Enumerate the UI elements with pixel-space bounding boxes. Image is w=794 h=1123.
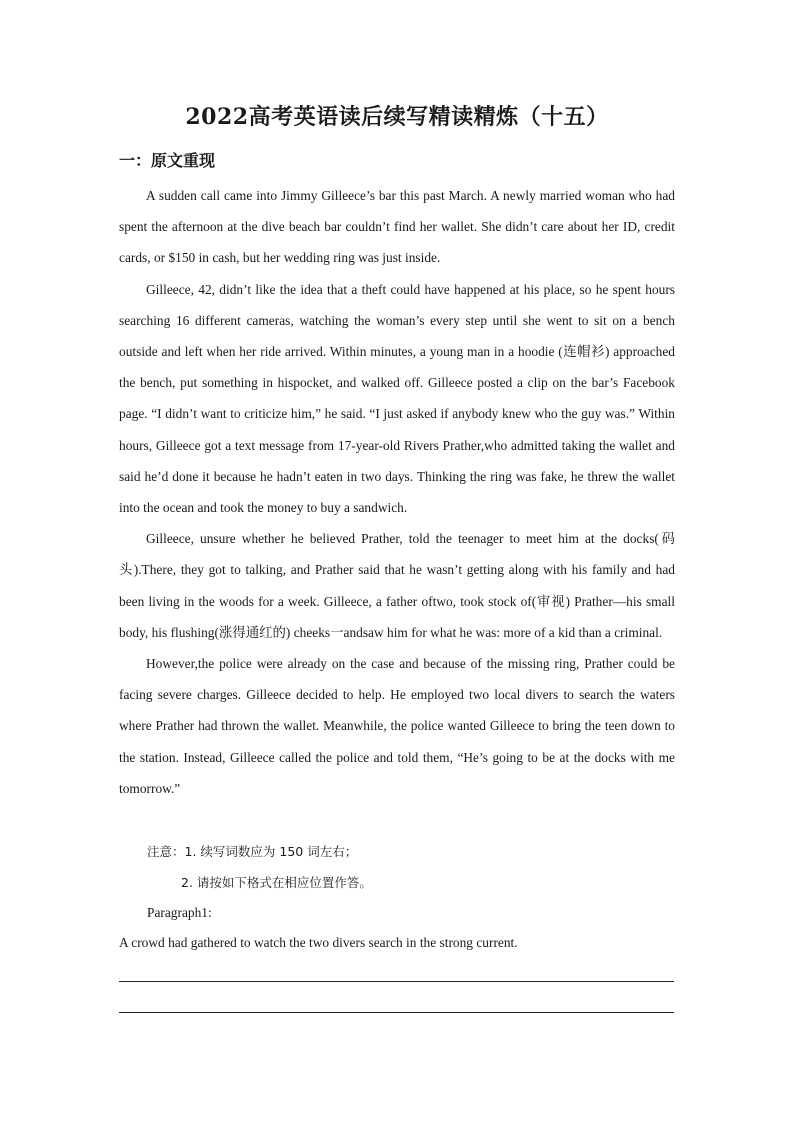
section-heading: 一：原文重现: [119, 151, 216, 170]
original-text: [119, 180, 675, 804]
paragraph: Gilleece, unsure whether he believed Prather, told the teenager to meet him at the docks(码头).There, they got to talking, and Prather said that he wasn’t getting along with his family and had been living in the woods for a week. Gilleece, a father oftwo, took stock of(审视) Prather—his small body, his flushing(涨得通红的) cheeks一andsaw him for what he was: more of a kid than a criminal.: [119, 531, 675, 640]
starting-sentence: A crowd had gathered to watch the two divers search in the strong current.: [119, 935, 518, 950]
paragraph: However,the police were already on the case and because of the missing ring, Prather could be facing severe charges. Gilleece decided to help. He employed two local divers to search the waters where Prather had thrown the wallet. Meanwhile, the police wanted Gilleece to bring the teen down to the station. Instead, Gilleece called the police and told them, “He’s going to be at the docks with me tomorrow.”: [119, 656, 675, 796]
answer-line: [119, 981, 674, 982]
answer-line: [119, 1012, 674, 1013]
paragraph: A sudden call came into Jimmy Gilleece’s bar this past March. A newly married woman who had spent the afternoon at the dive beach bar couldn’t find her wallet. She didn’t care about her ID, credit cards, or $150 in cash, but her wedding ring was just inside.: [119, 188, 675, 266]
paragraph-label: Paragraph1:: [147, 905, 212, 920]
note-word-count: 注意：1. 续写词数应为 150 词左右；: [147, 844, 358, 859]
document-title: 2022高考英语读后续写精读精炼（十五）: [185, 104, 609, 130]
note-format: 2. 请按如下格式在相应位置作答。: [181, 875, 372, 890]
paragraph: Gilleece, 42, didn’t like the idea that a theft could have happened at his place, so he spent hours searching 16 different cameras, watching the woman’s every step until she went to sit on a bench outside and left when her ride arrived. Within minutes, a young man in a hoodie (连帽衫) approached the bench, put something in hispocket, and walked off. Gilleece posted a clip on the bar’s Facebook page. “I didn’t want to criticize him,” he said. “I just asked if anybody knew who the guy was.” Within hours, Gilleece got a text message from 17-year-old Rivers Prather,who admitted taking the wallet and said he’d done it because he hadn’t eaten in two days. Thinking the ring was fake, he threw the wallet into the ocean and took the money to buy a sandwich.: [119, 281, 675, 516]
